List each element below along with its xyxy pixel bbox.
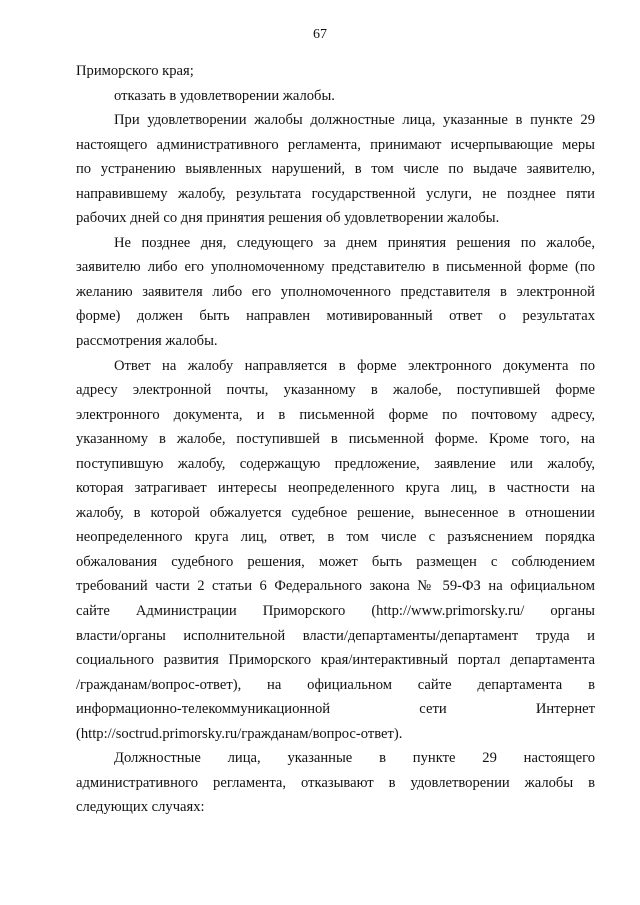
text-line: электронного документа, и в письменной форме по почтовому адресу, xyxy=(76,406,595,423)
text-line: Ответ на жалобу направляется в форме электронного документа по xyxy=(114,357,595,374)
text-line: информационно-телекоммуникационной сети Интернет xyxy=(76,701,595,718)
text-line: сайте Администрации Приморского (http://www.primorsky.ru/ органы xyxy=(76,603,595,620)
text-line: по устранению выявленных нарушений, в том числе по выдаче заявителю, xyxy=(76,161,595,178)
document-body xyxy=(76,59,595,820)
text-line: которая затрагивает интересы неопределенного круга лиц, в частности на xyxy=(76,480,595,497)
text-line: (http://soctrud.primorsky.ru/гражданам/вопрос-ответ). xyxy=(76,725,403,742)
text-line: административного регламента, отказывают в удовлетворении жалобы в xyxy=(76,774,595,791)
text-line: поступившую жалобу, содержащую предложение, заявление или жалобу, xyxy=(76,455,595,472)
text-line: обжалования судебного решения, может быть размещен с соблюдением xyxy=(76,553,595,570)
text-line: отказать в удовлетворении жалобы. xyxy=(114,87,335,104)
text-line: заявителю либо его уполномоченному представителю в письменной форме (по xyxy=(76,259,595,276)
text-line: адресу электронной почты, указанному в жалобе, поступившей форме xyxy=(76,382,595,399)
text-line: При удовлетворении жалобы должностные лица, указанные в пункте 29 xyxy=(114,112,595,129)
text-line: Должностные лица, указанные в пункте 29 настоящего xyxy=(114,750,595,767)
text-line: социального развития Приморского края/интерактивный портал департамента xyxy=(76,652,595,669)
text-line: следующих случаях: xyxy=(76,799,205,816)
text-line: указанному в жалобе, поступившей в письменной форме. Кроме того, на xyxy=(76,431,595,448)
text-line: неопределенного круга лиц, ответ, в том числе с разъяснением порядка xyxy=(76,529,595,546)
text-line: желанию заявителя либо его уполномоченного представителя в электронной xyxy=(76,283,595,300)
text-line: /гражданам/вопрос-ответ), на официальном сайте департамента в xyxy=(76,676,595,693)
text-line: жалобу, в которой обжалуется судебное решение, вынесенное в отношении xyxy=(76,504,595,521)
text-line: настоящего административного регламента, принимают исчерпывающие меры xyxy=(76,136,595,153)
text-line: форме) должен быть направлен мотивированный ответ о результатах xyxy=(76,308,595,325)
text-line: власти/органы исполнительной власти/департаменты/департамент труда и xyxy=(76,627,595,644)
page-number: 67 xyxy=(313,27,327,42)
text-line: требований части 2 статьи 6 Федерального закона № 59-ФЗ на официальном xyxy=(76,578,595,595)
text-line: рассмотрения жалобы. xyxy=(76,333,218,350)
text-line: рабочих дней со дня принятия решения об удовлетворении жалобы. xyxy=(76,210,500,227)
text-line: Приморского края; xyxy=(76,63,194,79)
text-line: направившему жалобу, результата государственной услуги, не позднее пяти xyxy=(76,185,595,202)
text-line: Не позднее дня, следующего за днем принятия решения по жалобе, xyxy=(114,234,595,251)
